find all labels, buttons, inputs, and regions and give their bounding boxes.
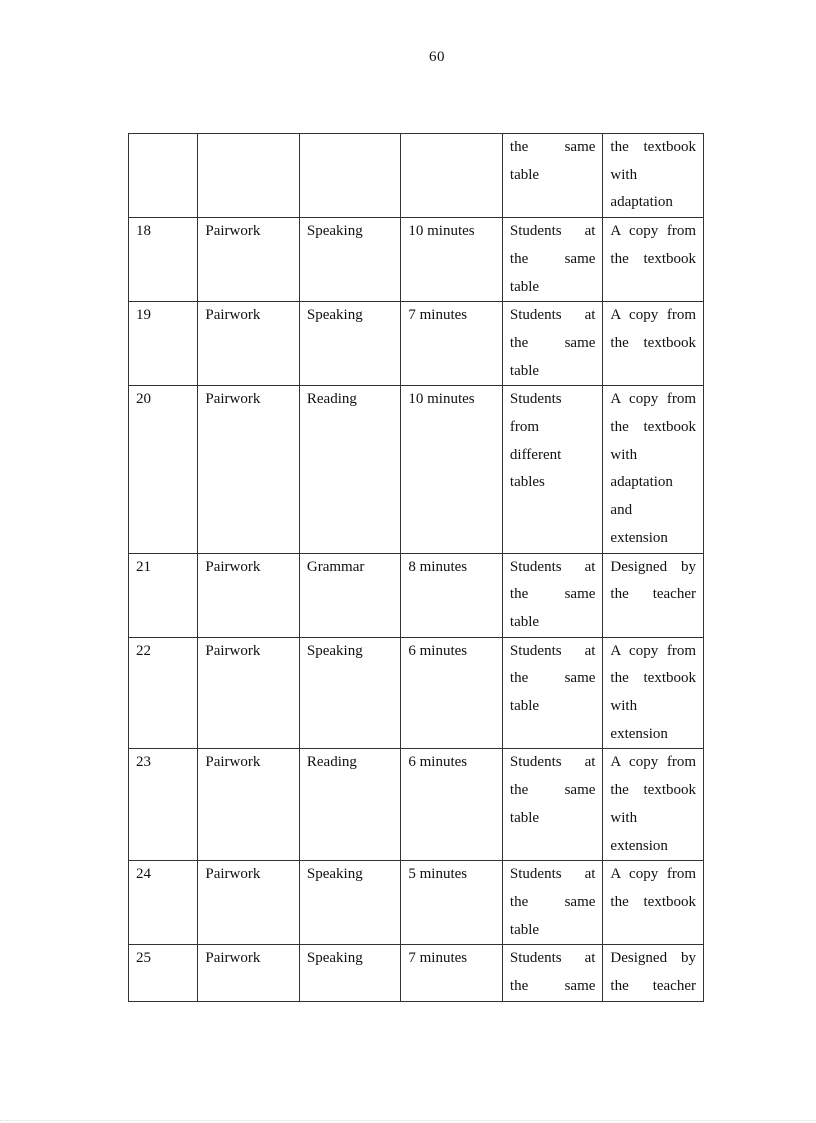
cell-text: 24 [136,866,151,883]
cell-activity-number [129,386,198,553]
cell-line: the same [509,782,596,799]
cell-time [401,945,503,1001]
cell-line: the same [509,139,596,155]
cell-material [603,861,704,945]
cell-text: 8 minutes [408,558,468,575]
cell-time [401,218,503,302]
cell-grouping [502,218,603,302]
cell-line: A copy from [610,866,696,883]
cell-text: Reading [306,391,357,408]
cell-interaction-type [198,218,300,302]
cell-skill [299,134,401,218]
cell-line: the textbook [610,139,696,155]
cell-line: adaptation [610,194,673,211]
cell-activity-number [129,861,198,945]
cell-line: table [509,809,540,826]
cell-activity-number [129,218,198,302]
cell-material [603,637,704,749]
cell-line: and [610,502,633,519]
cell-text: 6 minutes [408,754,468,771]
cell-interaction-type [198,386,300,553]
table-row [129,302,704,386]
page-number: 60 [429,49,445,65]
cell-interaction-type [198,861,300,945]
table-row [129,553,704,637]
cell-material [603,749,704,861]
cell-text: 25 [136,950,151,967]
cell-skill [299,749,401,861]
cell-text: 19 [136,307,151,324]
cell-text: 6 minutes [408,642,468,659]
cell-line: the textbook [610,334,696,351]
table-row [129,749,704,861]
cell-line: Designed by [610,558,696,575]
cell-time [401,553,503,637]
cell-skill [299,637,401,749]
cell-grouping [502,637,603,749]
cell-line: A copy from [610,391,696,408]
cell-interaction-type [198,945,300,1001]
cell-line: A copy from [610,307,696,324]
table-row [129,637,704,749]
cell-time [401,302,503,386]
cell-line: with [610,698,638,715]
cell-material [603,553,704,637]
cell-line: with [610,166,638,183]
cell-line: the same [509,250,596,267]
cell-line: the textbook [610,670,696,687]
cell-text: Speaking [306,866,363,883]
cell-text: Pairwork [205,866,261,883]
cell-line: tables [509,474,545,491]
cell-line: Students at [509,642,596,659]
cell-text: 10 minutes [408,391,475,408]
cell-text: 5 minutes [408,866,468,883]
cell-line: with [610,446,638,463]
cell-line: the same [509,893,596,910]
cell-material [603,218,704,302]
cell-line: extension [610,725,668,742]
cell-line: Students at [509,558,596,575]
cell-line: adaptation [610,474,673,491]
table-body [129,134,704,1002]
cell-text: 18 [136,223,151,240]
cell-text: Pairwork [205,642,261,659]
cell-skill [299,553,401,637]
cell-text: Pairwork [205,950,261,967]
table-row [129,218,704,302]
cell-text: Speaking [306,642,363,659]
cell-line: extension [610,837,668,854]
cell-activity-number [129,553,198,637]
cell-text: 7 minutes [408,950,468,967]
table-row [129,861,704,945]
activity-table [128,133,704,1002]
cell-line: the same [509,586,596,603]
cell-text: Reading [306,754,357,771]
cell-grouping [502,553,603,637]
cell-text: Pairwork [205,223,261,240]
cell-skill [299,945,401,1001]
table-row [129,945,704,1001]
cell-material [603,386,704,553]
cell-text: Grammar [306,558,365,575]
cell-line: A copy from [610,642,696,659]
cell-time [401,386,503,553]
cell-line: A copy from [610,754,696,771]
cell-interaction-type [198,553,300,637]
cell-line: the same [509,334,596,351]
cell-line: with [610,809,638,826]
cell-line: Students at [509,223,596,240]
cell-material [603,302,704,386]
cell-skill [299,302,401,386]
cell-line: from [509,419,540,436]
cell-grouping [502,945,603,1001]
cell-text: Pairwork [205,391,261,408]
cell-text: 22 [136,642,151,659]
cell-text: Speaking [306,950,363,967]
cell-line: the same [509,670,596,687]
cell-text: 7 minutes [408,307,468,324]
table-row [129,386,704,553]
cell-line: Students at [509,950,596,967]
cell-text: 21 [136,558,151,575]
cell-time [401,749,503,861]
cell-line: the textbook [610,250,696,267]
cell-interaction-type [198,134,300,218]
table-row [129,134,704,218]
cell-line: Designed by [610,950,696,967]
cell-line: extension [610,529,668,546]
cell-text: Pairwork [205,307,261,324]
cell-activity-number [129,134,198,218]
cell-line: table [509,362,540,379]
cell-activity-number [129,302,198,386]
page-bottom-rule [0,1120,816,1122]
cell-line: table [509,166,540,183]
cell-line: Students [509,391,562,408]
cell-text: Pairwork [205,558,261,575]
cell-grouping [502,861,603,945]
cell-grouping [502,749,603,861]
cell-text: 10 minutes [408,223,475,240]
cell-line: table [509,698,540,715]
cell-line: the teacher [610,978,696,995]
cell-line: Students at [509,866,596,883]
cell-line: the textbook [610,782,696,799]
cell-line: table [509,613,540,630]
cell-line: the same [509,978,596,995]
cell-activity-number [129,749,198,861]
cell-time [401,861,503,945]
cell-line: table [509,921,540,938]
cell-skill [299,386,401,553]
cell-line: Students at [509,307,596,324]
cell-skill [299,218,401,302]
cell-skill [299,861,401,945]
cell-grouping [502,386,603,553]
cell-text: 23 [136,754,151,771]
cell-activity-number [129,637,198,749]
cell-line: different [509,446,562,463]
cell-line: Students at [509,754,596,771]
cell-line: A copy from [610,223,696,240]
cell-line: the teacher [610,586,696,603]
cell-material [603,945,704,1001]
cell-activity-number [129,945,198,1001]
cell-text: 20 [136,391,151,408]
cell-line: the textbook [610,419,696,436]
cell-interaction-type [198,749,300,861]
cell-text: Speaking [306,307,363,324]
cell-text: Speaking [306,223,363,240]
cell-interaction-type [198,637,300,749]
cell-line: table [509,278,540,295]
cell-material [603,134,704,218]
cell-interaction-type [198,302,300,386]
cell-grouping [502,302,603,386]
cell-time [401,637,503,749]
cell-time [401,134,503,218]
cell-line: the textbook [610,893,696,910]
cell-text: Pairwork [205,754,261,771]
cell-grouping [502,134,603,218]
